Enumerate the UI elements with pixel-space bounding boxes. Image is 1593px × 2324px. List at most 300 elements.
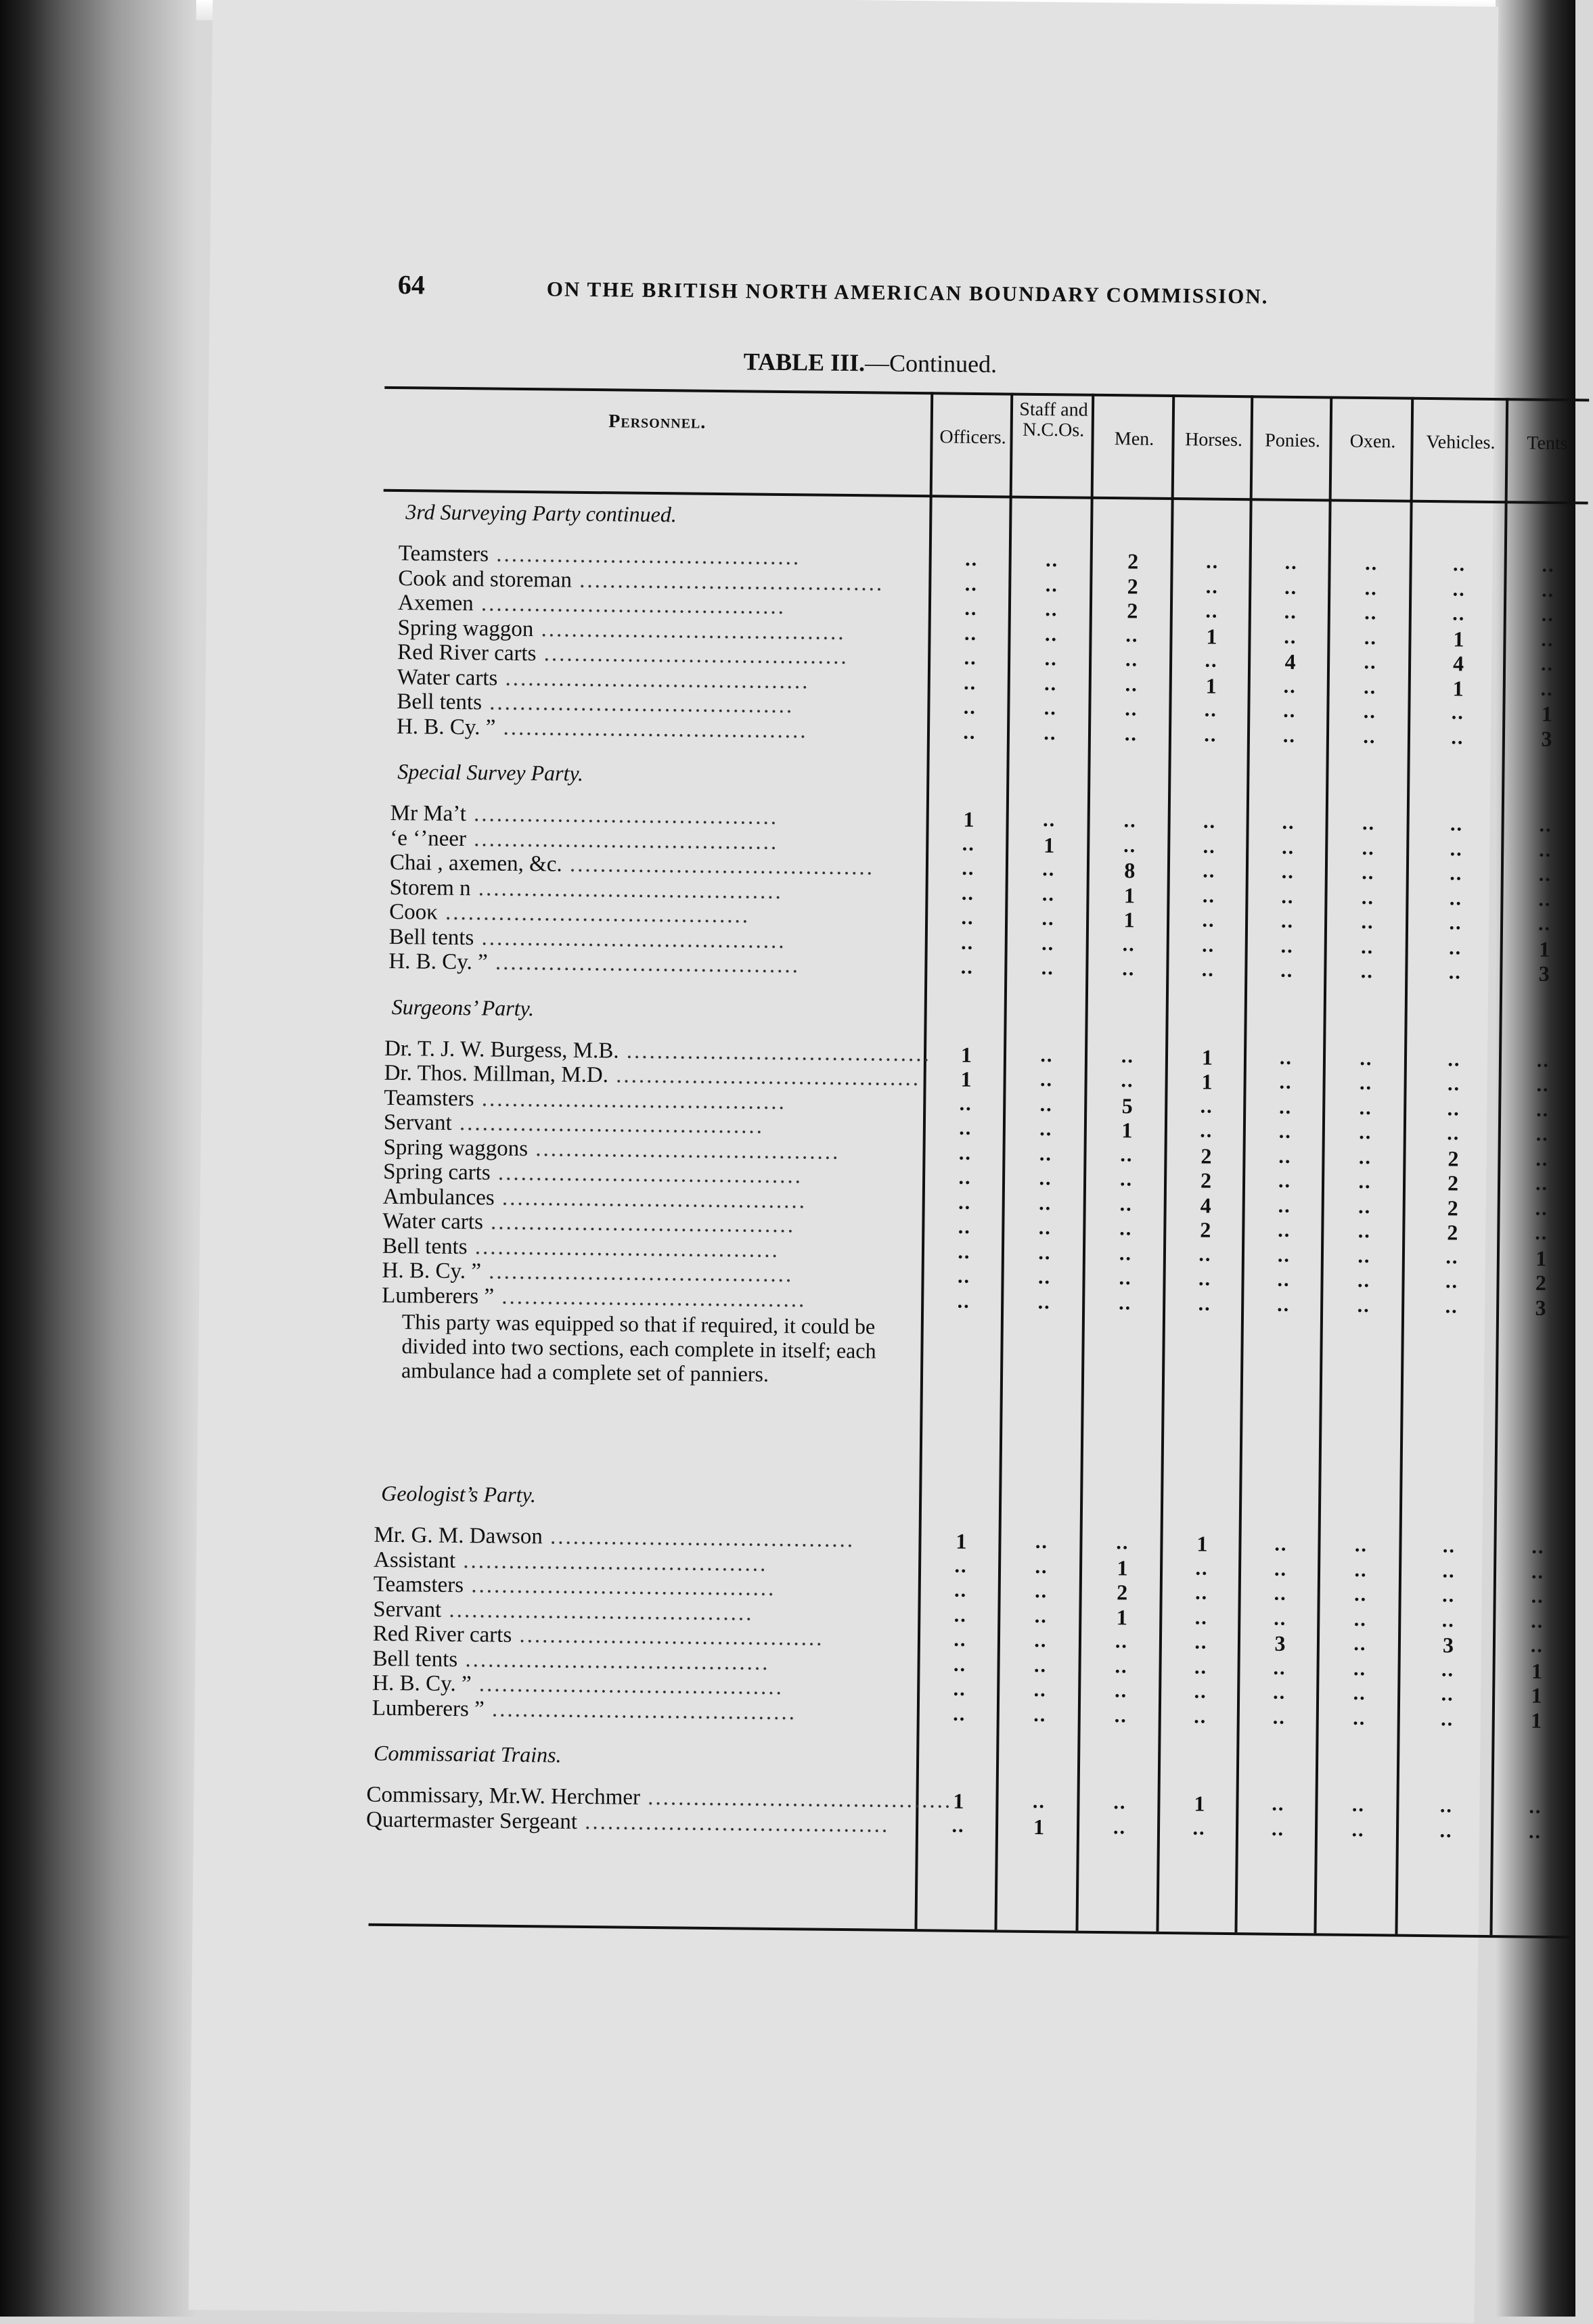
dot-leader: ........................................ (577, 1809, 890, 1838)
dot-leader: ........................................ (463, 1573, 776, 1601)
row-label-text: Spring carts (382, 1159, 491, 1185)
row-label-text: Spring waggons (383, 1135, 529, 1161)
table-cell: .. (1539, 813, 1552, 836)
table-cell: .. (1361, 935, 1374, 958)
table-cell: .. (1278, 1120, 1293, 1143)
table-cell: .. (1528, 1820, 1542, 1843)
table-cell: 1 (1452, 675, 1464, 701)
table-cell: .. (1353, 1681, 1366, 1705)
table-cell: .. (1535, 1197, 1548, 1220)
table-cell: .. (1274, 1607, 1287, 1630)
column-divider (1314, 396, 1332, 1933)
table-cell: 1 (1044, 832, 1055, 857)
table-cell: .. (1035, 1555, 1048, 1578)
table-cell: .. (1535, 1221, 1548, 1244)
table-cell: .. (1354, 1533, 1368, 1557)
table-cell: .. (1194, 1631, 1208, 1654)
dot-leader: ........................................ (487, 950, 801, 978)
table-cell: .. (958, 1240, 971, 1263)
table-cell: .. (958, 1191, 972, 1214)
table-cell: .. (1039, 1167, 1052, 1190)
table-cell: .. (1445, 1294, 1458, 1318)
dot-leader: ........................................ (619, 1038, 932, 1066)
table-cell: .. (1363, 725, 1376, 748)
row-label-text: Ambulances (382, 1184, 495, 1210)
table-cell: .. (1272, 1706, 1286, 1729)
row-label (366, 1807, 907, 1837)
row-label-text: Cooκ (389, 899, 439, 925)
table-cell: .. (964, 597, 978, 620)
table-cell: .. (964, 572, 978, 595)
table-cell: 1 (1531, 1708, 1542, 1733)
row-label (382, 1283, 913, 1313)
document-page (189, 0, 1573, 2323)
row-label-text: Spring waggon (397, 615, 534, 641)
dot-leader: ........................................ (466, 802, 779, 829)
row-label (388, 949, 916, 979)
dot-leader: ........................................ (488, 542, 801, 570)
table-cell: 2 (1127, 598, 1138, 623)
table-cell: .. (1122, 957, 1136, 980)
table-cell: .. (954, 1578, 968, 1601)
table-cell: 3 (1541, 726, 1552, 751)
table-cell: 3 (1274, 1631, 1286, 1656)
table-cell: .. (963, 696, 977, 719)
section-note: This party was equipped so that if required, it could be divided into two sections, each complete in itself; each ambulance had a complete set of panniers. (401, 1309, 876, 1386)
table-cell: .. (1284, 625, 1297, 648)
table-cell: .. (1280, 909, 1295, 932)
table-cell: .. (1123, 834, 1137, 857)
dot-leader: ........................................ (474, 925, 786, 953)
table-cell: 4 (1200, 1193, 1211, 1218)
table-cell: .. (1362, 861, 1375, 884)
table-cell: .. (1439, 1819, 1453, 1842)
table-cell: .. (1206, 550, 1219, 573)
table-cell: .. (953, 1603, 968, 1626)
table-cell: 1 (1196, 1531, 1208, 1556)
table-cell: .. (1194, 1704, 1207, 1728)
table-cell: .. (1115, 1654, 1128, 1677)
table-cell: 1 (1206, 624, 1217, 649)
table-cell: .. (1364, 576, 1378, 599)
dot-leader: ........................................ (493, 1284, 807, 1312)
table-cell: .. (1119, 1217, 1133, 1240)
table-cell: .. (1538, 863, 1552, 886)
table-cell: .. (1283, 699, 1297, 722)
dot-leader: ........................................ (481, 690, 794, 719)
table-cell: 8 (1124, 858, 1136, 883)
section-heading: Commissariat Trains. (373, 1740, 562, 1767)
table-cell: .. (1204, 723, 1217, 746)
table-cell: .. (1441, 1658, 1455, 1681)
table-cell: .. (1278, 1145, 1292, 1168)
table-cell: .. (1274, 1557, 1288, 1580)
table-cell: .. (1535, 1122, 1550, 1145)
row-label-text: H. B. Cy. ” (388, 949, 488, 975)
table-cell: .. (1447, 1097, 1460, 1120)
table-cell: .. (1119, 1192, 1133, 1215)
table-cell: .. (1450, 813, 1464, 836)
table-cell: .. (1536, 1098, 1550, 1121)
table-cell: .. (1542, 553, 1555, 576)
row-label-text: H. B. Cy. ” (372, 1670, 472, 1697)
table-cell: .. (1282, 724, 1297, 747)
table-cell: .. (1452, 553, 1466, 576)
table-cell: 2 (1447, 1220, 1458, 1245)
table-cell: .. (1115, 1679, 1128, 1702)
table-cell: .. (1447, 1072, 1461, 1095)
table-cell: .. (1198, 1292, 1211, 1315)
table-cell: .. (1357, 1269, 1371, 1292)
table-cell: .. (1202, 909, 1215, 932)
table-cell: .. (1272, 1792, 1285, 1815)
section-heading: Special Survey Party. (397, 759, 584, 785)
table-cell: .. (958, 1166, 972, 1189)
row-label-text: Bell tents (388, 924, 474, 950)
table-cell: .. (1042, 808, 1056, 831)
table-cell: .. (1445, 1270, 1459, 1293)
table-cell: .. (1284, 551, 1298, 574)
column-divider (1234, 395, 1253, 1932)
dot-leader: ........................................ (467, 1234, 780, 1262)
dot-leader: ........................................ (494, 1185, 807, 1213)
table-cell: .. (1277, 1244, 1291, 1267)
table-cell: .. (1038, 1241, 1052, 1264)
dot-leader: ........................................ (473, 591, 786, 620)
table-cell: .. (1536, 1073, 1550, 1096)
table-cell: .. (1280, 934, 1294, 957)
table-cell: .. (1451, 725, 1464, 749)
table-cell: .. (963, 721, 977, 744)
table-cell: .. (964, 622, 978, 645)
table-cell: .. (1358, 1244, 1371, 1267)
row-label-text: Servant (373, 1597, 442, 1622)
table-cell: .. (1364, 552, 1378, 575)
table-cell: 1 (1033, 1814, 1045, 1839)
table-cell: .. (957, 1290, 970, 1313)
table-cell: .. (1353, 1657, 1367, 1680)
column-divider (994, 393, 1013, 1930)
table-cell: .. (1122, 932, 1136, 955)
dot-leader: ........................................ (542, 1524, 855, 1553)
table-cell: .. (1364, 675, 1377, 698)
table-cell: .. (1282, 836, 1295, 859)
row-label-text: Mr Ma’t (390, 800, 467, 827)
table-cell: .. (1358, 1195, 1372, 1218)
row-label-text: Axemen (397, 591, 474, 616)
table-cell: 2 (1127, 573, 1138, 598)
table-cell: .. (1203, 810, 1217, 833)
table-cell: .. (1284, 576, 1298, 599)
table-cell: .. (1273, 1681, 1286, 1704)
table-cell: 2 (1200, 1168, 1212, 1193)
table-cell: 4 (1452, 651, 1464, 676)
table-cell: .. (953, 1628, 967, 1651)
dot-leader: ........................................ (441, 1597, 754, 1626)
table-cell: 1 (1123, 882, 1136, 907)
table-cell: .. (1540, 677, 1554, 700)
table-cell: 1 (1541, 701, 1553, 726)
dot-leader: ........................................ (451, 1110, 765, 1139)
table-cell: 1 (1535, 1246, 1547, 1271)
table-cell: 3 (1535, 1295, 1546, 1320)
table-cell: .. (1119, 1241, 1133, 1264)
table-cell: .. (1198, 1267, 1212, 1290)
table-cell: .. (958, 1215, 972, 1238)
column-divider (1156, 394, 1175, 1932)
table-cell: .. (1041, 882, 1056, 905)
section-heading: Surgeons’ Party. (391, 994, 535, 1020)
table-cell: .. (1194, 1655, 1208, 1679)
table-cell: .. (1364, 601, 1378, 624)
table-cell: .. (1279, 1070, 1293, 1093)
dot-leader: ........................................ (640, 1785, 953, 1813)
table-cell: .. (953, 1702, 966, 1725)
running-head: ON THE BRITISH NORTH AMERICAN BOUNDARY COMMISSION. (546, 277, 1269, 309)
table-cell: .. (959, 1116, 972, 1139)
table-cell: .. (1442, 1584, 1456, 1607)
table-cell: 1 (1123, 907, 1135, 932)
dot-leader: ........................................ (466, 826, 779, 855)
table-cell: .. (1203, 859, 1216, 882)
table-cell: .. (1045, 573, 1058, 596)
table-cell: .. (1452, 577, 1466, 601)
table-cell: .. (1358, 1219, 1372, 1243)
table-cell: .. (1039, 1191, 1052, 1214)
table-cell: 1 (960, 1042, 972, 1067)
section-heading: Geologist’s Party. (381, 1480, 537, 1507)
row-label-text: Bell tents (372, 1646, 458, 1672)
dot-leader: ........................................ (483, 1210, 796, 1238)
section-heading: 3rd Surveying Party continued. (405, 499, 677, 527)
table-cell: .. (1364, 626, 1378, 649)
table-cell: 2 (1535, 1270, 1547, 1295)
table-title-main: TABLE III. (743, 348, 866, 377)
table-cell: 2 (1447, 1195, 1458, 1220)
table-cell: .. (1035, 1579, 1048, 1603)
table-cell: .. (1204, 698, 1218, 721)
row-label-text: Dr. T. J. W. Burgess, M.B. (384, 1036, 619, 1063)
dot-leader: ........................................ (536, 641, 849, 670)
table-cell: .. (1123, 809, 1137, 832)
table-cell: .. (1363, 700, 1377, 723)
table-cell: .. (1119, 1291, 1132, 1314)
table-cell: .. (1442, 1559, 1456, 1582)
table-cell: .. (1450, 862, 1463, 885)
table-cell: .. (1037, 1290, 1051, 1313)
table-cell: .. (953, 1653, 967, 1676)
table-cell: 1 (1201, 1045, 1213, 1070)
table-cell: .. (1451, 701, 1465, 724)
table-cell: .. (1358, 1170, 1372, 1193)
row-label-text: Teamsters (398, 541, 489, 567)
table-cell: .. (1125, 698, 1138, 721)
table-cell: .. (1531, 1585, 1544, 1608)
table-cell: .. (1120, 1143, 1134, 1166)
row-label-text: Chai , axemen, &c. (389, 850, 562, 877)
table-cell: .. (962, 832, 975, 855)
column-header: Tents. (1527, 432, 1573, 455)
table-cell: .. (958, 1141, 972, 1164)
row-label-text: Teamsters (384, 1085, 474, 1111)
table-cell: .. (1360, 959, 1374, 983)
table-cell: .. (1359, 1096, 1372, 1119)
table-cell: .. (1038, 1216, 1052, 1239)
row-label-text: Dr. Thos. Millman, M.D. (384, 1060, 609, 1088)
table-cell: .. (1542, 578, 1555, 601)
table-cell: .. (1449, 886, 1463, 910)
table-title (744, 347, 997, 378)
table-cell: .. (1353, 1706, 1366, 1729)
table-cell: .. (1035, 1530, 1049, 1553)
table-cell: .. (1039, 1093, 1053, 1116)
table-cell: .. (1037, 1266, 1052, 1289)
column-divider (1395, 397, 1414, 1934)
table-cell: .. (1361, 886, 1375, 909)
table-cell: .. (1449, 911, 1462, 934)
table-cell: 2 (1448, 1145, 1459, 1170)
table-cell: 2 (1201, 1143, 1212, 1168)
table-cell: .. (962, 857, 975, 880)
table-cell: .. (1044, 622, 1058, 645)
table-cell: 2 (1127, 549, 1139, 574)
table-cell: .. (1531, 1535, 1545, 1558)
table-cell: .. (1357, 1294, 1370, 1317)
table-cell: .. (1280, 959, 1294, 982)
table-cell: .. (1449, 936, 1462, 959)
table-cell: 1 (1539, 936, 1550, 961)
table-cell: .. (1354, 1558, 1368, 1581)
table-cell: .. (1447, 1122, 1460, 1145)
row-label-text: Mr. G. M. Dawson (374, 1522, 543, 1549)
table-cell: .. (1045, 598, 1058, 621)
row-label-text: Lumberers ” (372, 1695, 485, 1721)
table-cell: .. (1125, 673, 1138, 696)
table-cell: .. (1194, 1605, 1209, 1629)
table-cell: .. (964, 671, 977, 694)
table-cell: .. (1277, 1293, 1291, 1316)
row-label-text: H. B. Cy. ” (382, 1258, 482, 1284)
table-cell: 2 (1200, 1217, 1211, 1242)
column-header: Officers. (939, 426, 1006, 449)
table-cell: .. (1354, 1582, 1368, 1606)
table-cell: .. (1279, 1095, 1293, 1118)
table-cell: .. (1034, 1628, 1048, 1652)
table-cell: 3 (1442, 1633, 1454, 1658)
table-cell: 1 (1453, 626, 1464, 652)
table-cell: .. (1282, 811, 1295, 834)
table-cell: .. (1353, 1632, 1367, 1656)
table-cell: .. (1125, 648, 1139, 671)
table-cell: .. (1279, 1046, 1293, 1069)
dot-leader: ........................................ (562, 852, 875, 880)
table-cell: .. (954, 1554, 968, 1577)
table-cell: .. (1039, 1068, 1054, 1091)
table-cell: .. (1044, 697, 1058, 720)
table-cell: 1 (956, 1528, 967, 1553)
table-cell: .. (1531, 1560, 1545, 1583)
table-cell: .. (1538, 912, 1552, 935)
table-cell: .. (1194, 1680, 1207, 1703)
table-title-suffix: —Continued. (864, 349, 997, 378)
column-header: Men. (1114, 428, 1154, 450)
row-label-text: Teamsters (373, 1572, 464, 1598)
table-cell: 1 (1205, 673, 1217, 698)
table-cell: .. (1531, 1610, 1544, 1633)
table-cell: .. (1362, 811, 1376, 835)
table-cell: .. (1538, 888, 1552, 911)
table-cell: .. (1124, 722, 1138, 745)
table-cell: .. (953, 1677, 966, 1700)
table-cell: .. (1119, 1267, 1132, 1290)
row-label-text: Lumberers ” (382, 1283, 495, 1309)
table-cell: .. (1284, 600, 1298, 623)
table-cell: .. (1039, 1118, 1053, 1141)
table-cell: 1 (1121, 1118, 1133, 1143)
table-bottom-rule (368, 1923, 1573, 1939)
table-cell: .. (1041, 932, 1055, 955)
table-cell: .. (965, 547, 979, 571)
row-label-text: Assistant (373, 1547, 456, 1573)
table-cell: .. (1450, 837, 1463, 861)
dot-leader: ........................................ (527, 1136, 840, 1164)
table-cell: 1 (1531, 1658, 1543, 1683)
table-cell: .. (1044, 672, 1058, 695)
row-label-text: Quartermaster Sergeant (365, 1807, 578, 1834)
table-cell: .. (1046, 549, 1059, 572)
table-cell: .. (957, 1264, 971, 1288)
table-cell: .. (1445, 1245, 1459, 1269)
table-cell: .. (1278, 1218, 1291, 1241)
row-label-text: ‘e ‘’neer (390, 825, 467, 851)
table-cell: .. (1535, 1172, 1549, 1195)
table-cell: .. (964, 646, 977, 670)
table-cell: 1 (953, 1788, 964, 1813)
table-cell: .. (961, 882, 975, 905)
table-cell: .. (1114, 1704, 1127, 1727)
table-cell: .. (1281, 885, 1295, 908)
row-label-text: Storem n (389, 875, 471, 901)
table-cell: .. (1541, 628, 1554, 651)
table-cell: 1 (1194, 1791, 1205, 1816)
table-cell: .. (1205, 575, 1219, 598)
table-cell: .. (1448, 1047, 1461, 1071)
table-cell: .. (1119, 1168, 1134, 1191)
row-label-text: Water carts (397, 664, 498, 691)
dot-leader: ........................................ (470, 875, 784, 904)
column-header: Vehicles. (1426, 431, 1496, 454)
table-cell: .. (1039, 1142, 1053, 1165)
table-cell: .. (1442, 1534, 1456, 1557)
page-number: 64 (397, 269, 426, 300)
row-label-text: Water carts (382, 1208, 484, 1235)
dot-leader: ........................................ (437, 900, 750, 928)
dot-leader: ........................................ (480, 1259, 794, 1288)
table-cell: .. (1200, 1095, 1213, 1118)
table-cell: .. (1362, 836, 1375, 859)
table-cell: .. (951, 1814, 965, 1837)
scan-binding-shadow (0, 0, 196, 2317)
table-cell: .. (1205, 599, 1219, 622)
table-cell: .. (1113, 1815, 1127, 1838)
table-cell: .. (1202, 884, 1216, 907)
table-cell: 5 (1121, 1093, 1133, 1118)
table-cell: .. (1361, 910, 1374, 934)
dot-leader: ........................................ (455, 1548, 768, 1576)
table-cell: .. (1202, 934, 1215, 957)
table-cell: .. (1359, 1071, 1373, 1095)
table-cell: .. (1271, 1817, 1285, 1840)
